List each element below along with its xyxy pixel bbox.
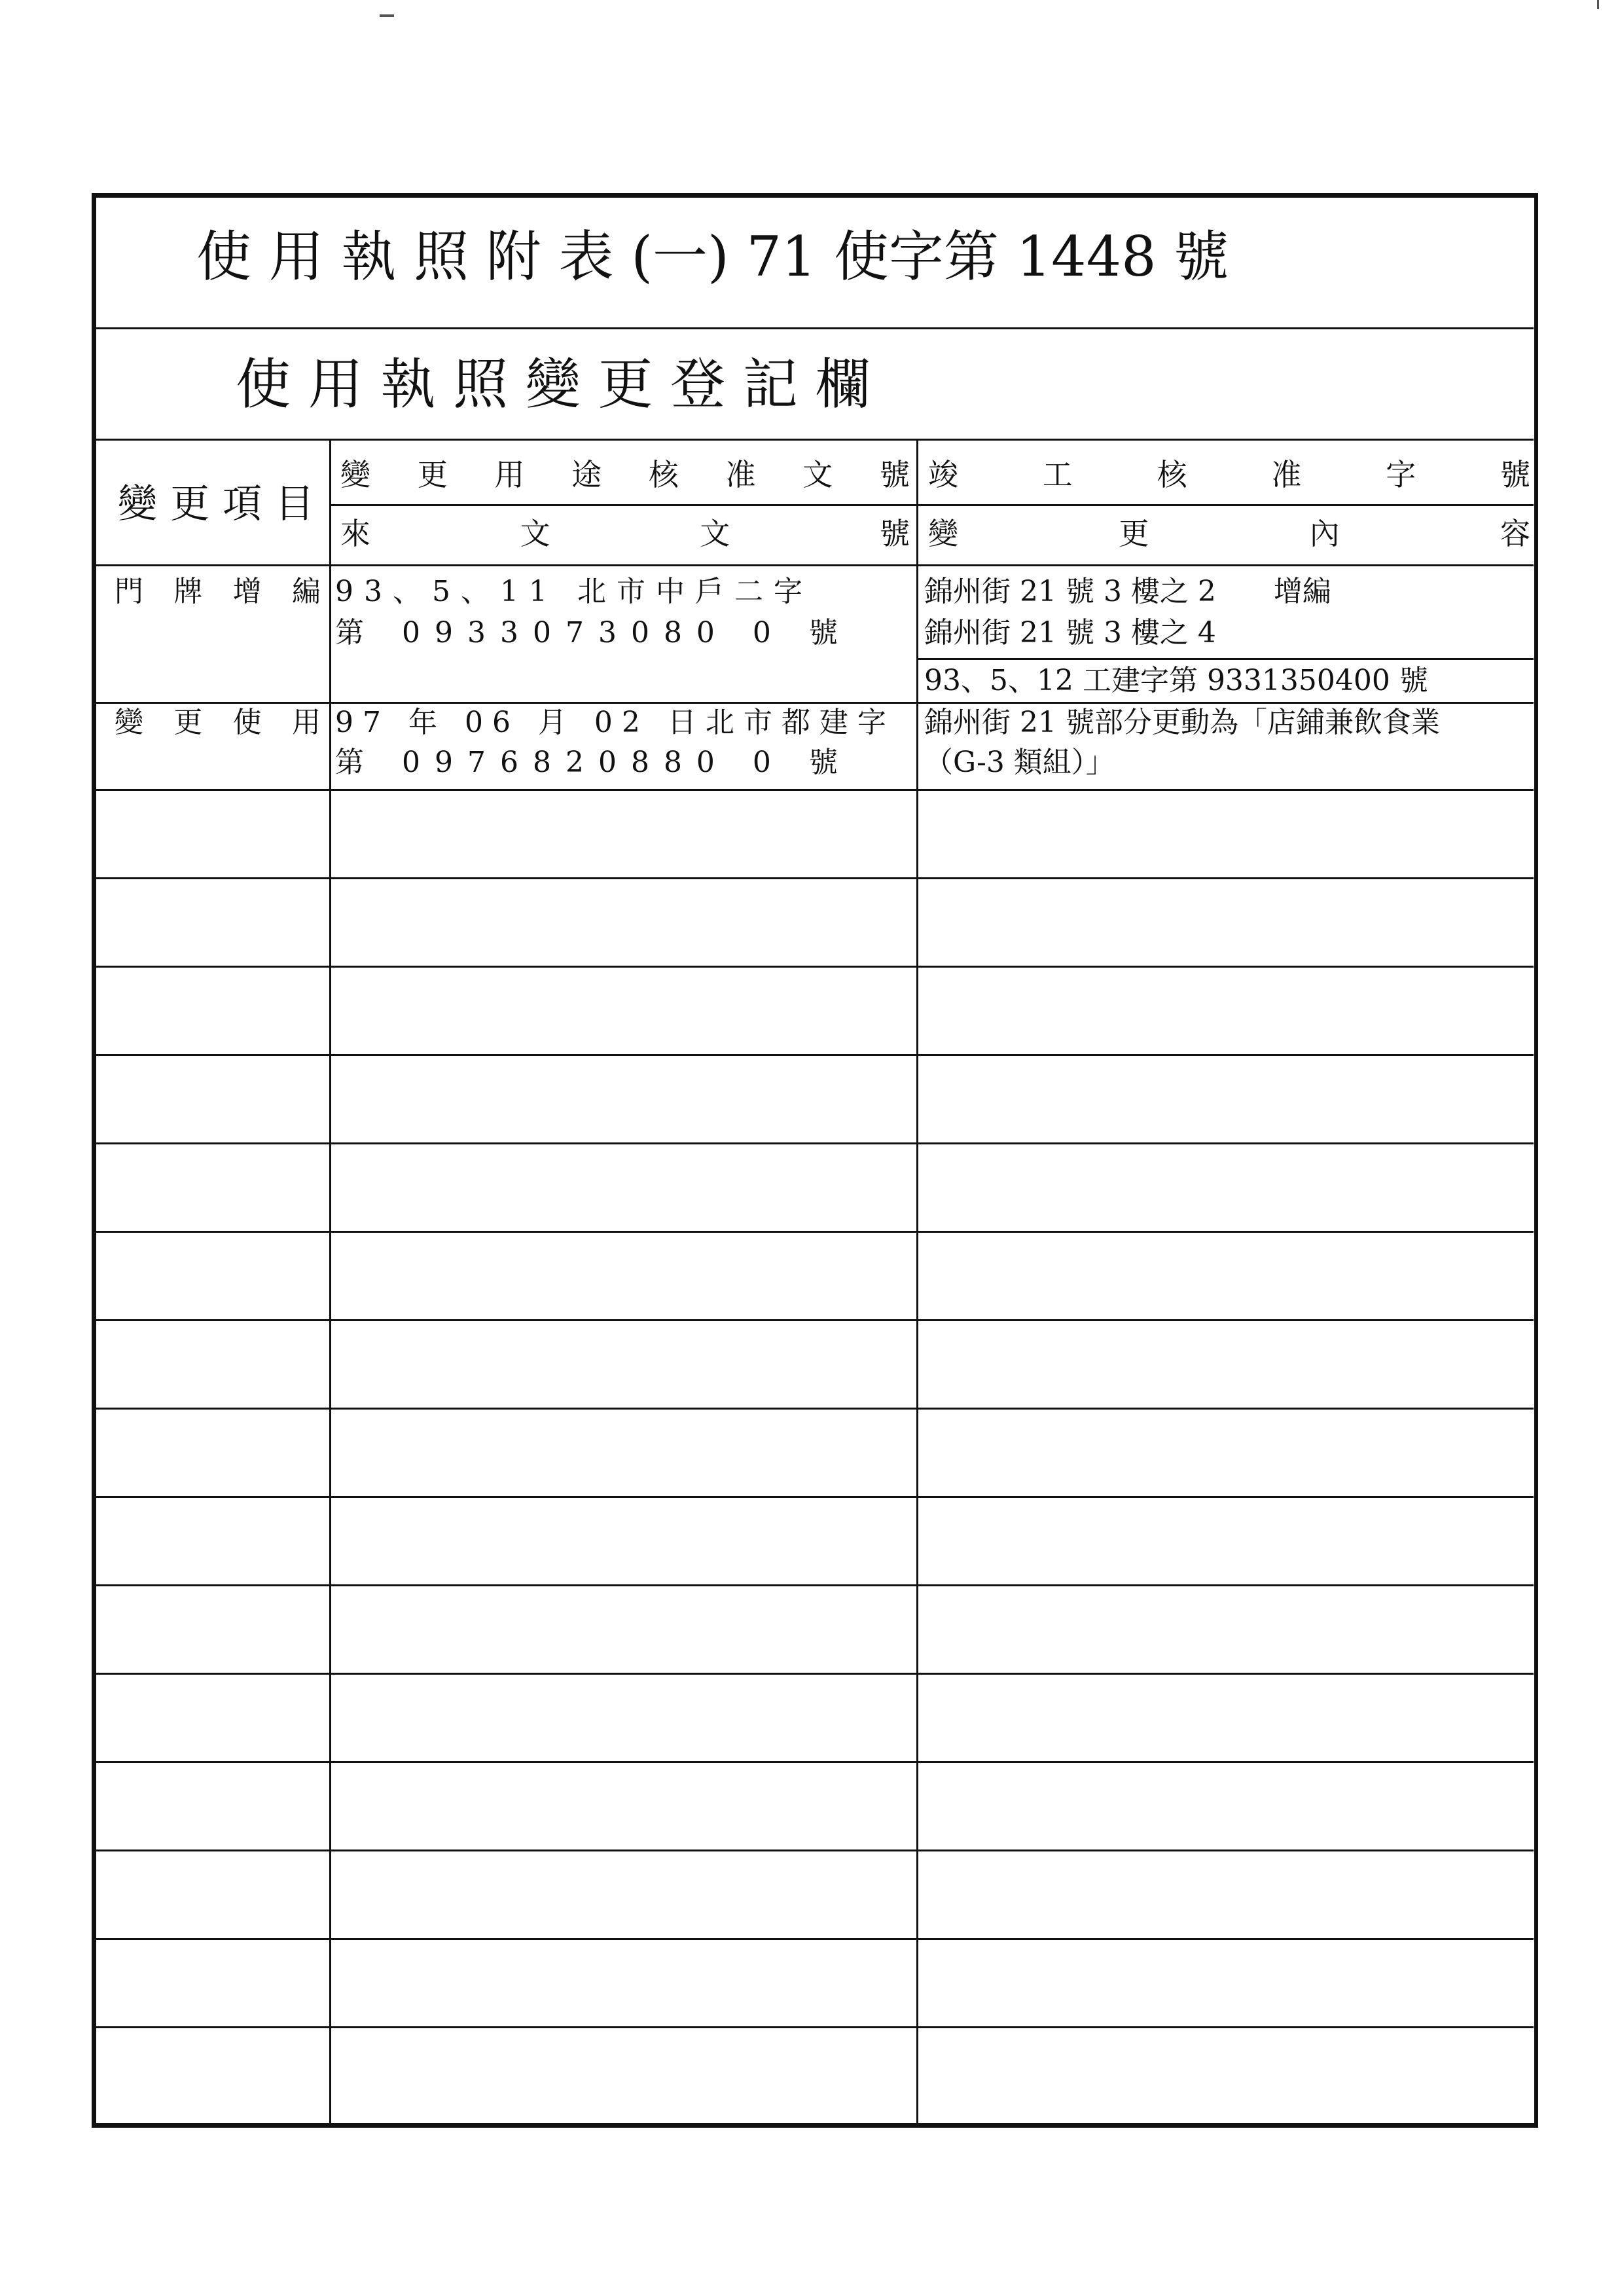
column-divider-2 <box>916 440 918 2123</box>
row1-content-line3: 93、5、12 工建字第 9331350400 號 <box>924 664 1428 697</box>
row1-content-divider <box>918 658 1534 660</box>
row2-approval-line1: 97 年 06 月 02 日北市都建字 <box>335 706 895 739</box>
row-divider <box>96 1584 1534 1586</box>
row2-approval-line2: 第 0976820880 0 號 <box>335 746 852 779</box>
header-item: 變 更 項 目 <box>118 481 314 527</box>
header-approval-bottom: 來 文 文 號 <box>340 516 910 551</box>
header-completion-bottom: 變 更 內 容 <box>928 516 1530 551</box>
document-title: 使 用 執 照 附 表 (一) 71 使字第 1448 號 <box>196 225 1229 289</box>
row2-item: 變 更 使 用 <box>115 706 321 739</box>
row-divider <box>96 1673 1534 1675</box>
row-divider <box>96 2026 1534 2028</box>
row-divider <box>96 1231 1534 1233</box>
row1-content-line1: 錦州街 21 號 3 樓之 2 增編 <box>924 575 1331 608</box>
row-divider <box>96 1938 1534 1940</box>
row-divider <box>96 1142 1534 1144</box>
row1-approval-line2: 第 0933073080 0 號 <box>335 616 852 649</box>
row2-content-line2: （G-3 類組）」 <box>924 746 1115 779</box>
row-divider <box>96 1319 1534 1321</box>
row-divider <box>96 1408 1534 1410</box>
row-divider <box>96 1850 1534 1851</box>
row2-content-line1: 錦州街 21 號部分更動為「店鋪兼飲食業 <box>924 706 1440 739</box>
row-divider <box>96 877 1534 879</box>
row-divider <box>96 1761 1534 1763</box>
column-divider-1 <box>329 440 331 2123</box>
scan-speck <box>1597 0 1599 9</box>
scan-speck <box>380 14 394 17</box>
header-completion-top: 竣 工 核 准 字 號 <box>928 457 1530 492</box>
title-divider <box>96 327 1534 329</box>
row-divider <box>96 702 1534 704</box>
header-divider <box>96 564 1534 566</box>
header-inner-divider <box>331 504 1534 506</box>
row-divider <box>96 1496 1534 1498</box>
row1-content-line2: 錦州街 21 號 3 樓之 4 <box>924 616 1216 649</box>
subtitle-divider <box>96 439 1534 441</box>
row-divider <box>96 1054 1534 1056</box>
row1-item: 門 牌 增 編 <box>115 575 321 608</box>
header-approval-top: 變 更 用 途 核 准 文 號 <box>340 457 910 492</box>
document-subtitle: 使 用 執 照 變 更 登 記 欄 <box>236 352 871 416</box>
row-divider <box>96 789 1534 791</box>
row-divider <box>96 966 1534 968</box>
row1-approval-line1: 93、5、11 北市中戶二字 <box>335 575 813 608</box>
